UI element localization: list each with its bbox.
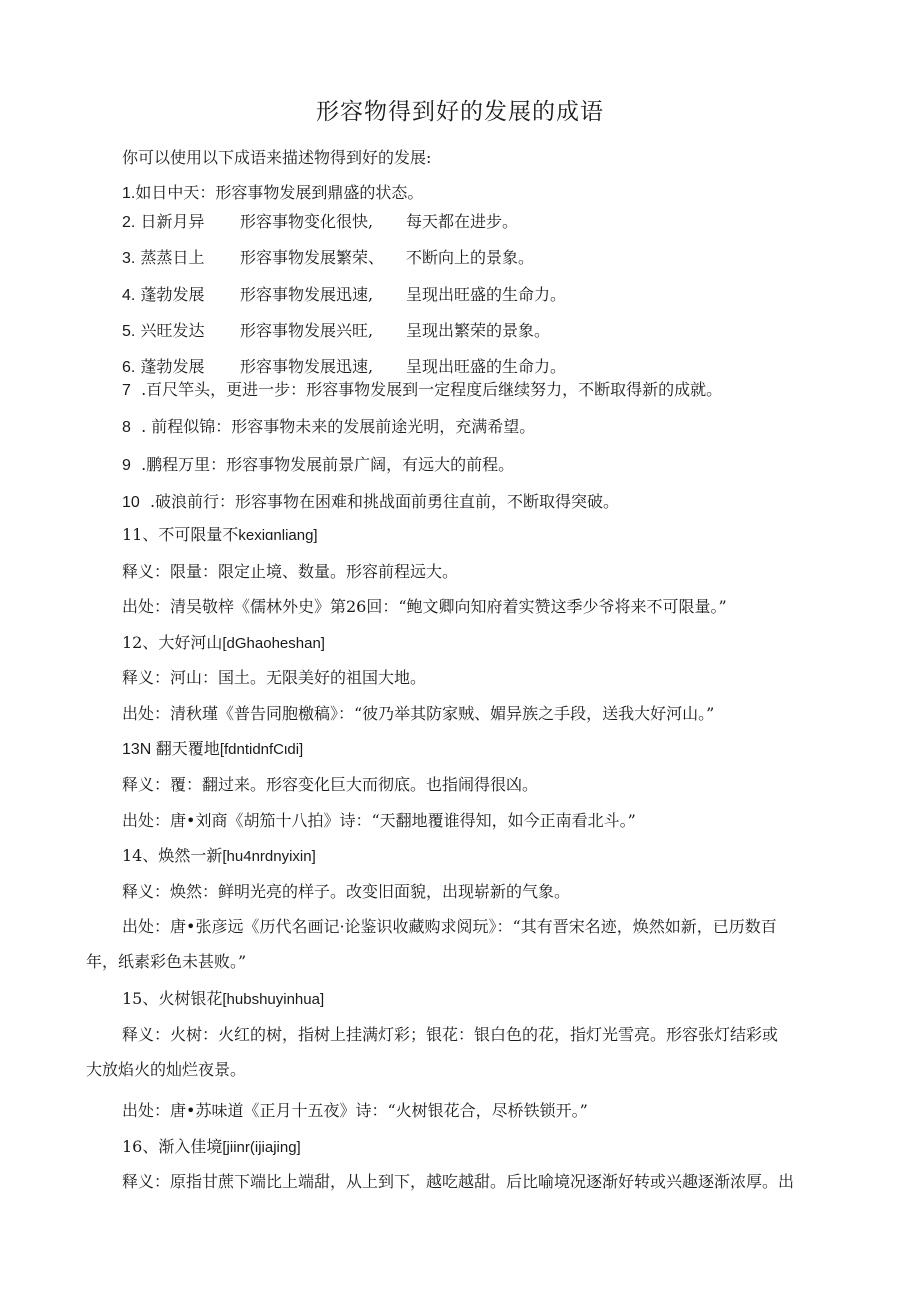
table-row xyxy=(122,321,550,342)
entry-heading xyxy=(122,989,324,1010)
table-row xyxy=(122,357,566,378)
entry-source-continued: 年，纸素彩色未甚败。” xyxy=(86,952,247,971)
row-number: 4. xyxy=(122,287,136,304)
entry-source: 出处：唐•苏味道《正月十五夜》诗：“火树银花合，尽桥铁锁开。” xyxy=(122,1101,588,1120)
table-row xyxy=(122,212,518,233)
row-extra: 呈现出旺盛的生命力。 xyxy=(406,285,567,304)
entry-definition-continued: 大放焰火的灿烂夜景。 xyxy=(86,1060,247,1079)
row-idiom: 日新月异 xyxy=(140,212,205,231)
list-item-1: 1.如日中天：形容事物发展到鼎盛的状态。 xyxy=(122,185,424,202)
entry-heading xyxy=(122,739,303,760)
entry-pinyin: [hu4nrdnyixin] xyxy=(222,848,316,865)
entry-definition: 释义：限量：限定止境、数量。形容前程远大。 xyxy=(122,562,459,581)
row-number: 5. xyxy=(122,323,136,340)
list-item-9 xyxy=(122,455,514,476)
row-number: 2. xyxy=(122,214,136,231)
table-row xyxy=(122,248,534,269)
row-extra: 呈现出旺盛的生命力。 xyxy=(406,357,567,376)
entry-definition: 释义：原指甘蔗下端比上端甜，从上到下，越吃越甜。后比喻境况逐渐好转或兴趣逐渐浓厚。出 xyxy=(122,1172,795,1191)
entry-heading xyxy=(122,1137,301,1158)
entry-definition: 释义：覆：翻过来。形容变化巨大而彻底。也指闹得很凶。 xyxy=(122,775,539,794)
row-idiom: 蒸蒸日上 xyxy=(140,248,205,267)
entry-definition: 释义：焕然：鲜明光亮的样子。改变旧面貌，出现崭新的气象。 xyxy=(122,882,571,901)
entry-source: 出处：唐•刘商《胡笳十八拍》诗：“天翻地覆谁得知，如今正南看北斗。” xyxy=(122,811,636,830)
entry-pinyin: [dGhaoheshan] xyxy=(222,635,325,652)
row-number: 6. xyxy=(122,359,136,376)
entry-title: 15、火树银花 xyxy=(122,989,223,1008)
row-idiom: 兴旺发达 xyxy=(140,321,205,340)
entry-definition: 释义：河山：国土。无限美好的祖国大地。 xyxy=(122,668,427,687)
entry-definition: 释义：火树：火红的树，指树上挂满灯彩；银花：银白色的花，指灯光雪亮。形容张灯结彩或 xyxy=(122,1025,779,1044)
row-number: 3. xyxy=(122,250,136,267)
entry-pinyin: kexiɑnliang] xyxy=(238,527,318,544)
entry-heading xyxy=(122,846,316,867)
entry-title: 13N 翻天覆地 xyxy=(122,741,220,758)
entry-source: 出处：清秋瑾《普告同胞檄稿》：“彼乃举其防家贼、媚异族之手段，送我大好河山。” xyxy=(122,704,715,723)
item-number: 8 xyxy=(122,419,131,436)
entry-pinyin: [hubshuyinhua] xyxy=(222,991,325,1008)
item-text: .百尺竿头，更进一步：形容事物发展到一定程度后继续努力，不断取得新的成就。 xyxy=(141,380,723,399)
row-extra: 每天都在进步。 xyxy=(406,212,519,231)
row-extra: 呈现出繁荣的景象。 xyxy=(406,321,551,340)
entry-title: 12、大好河山 xyxy=(122,633,223,652)
item-number: 9 xyxy=(122,457,131,474)
entry-title: 16、渐入佳境 xyxy=(122,1137,223,1156)
row-desc: 形容事物发展迅速, xyxy=(240,285,374,304)
item-text: .鹏程万里：形容事物发展前景广阔，有远大的前程。 xyxy=(141,455,515,474)
intro-paragraph: 你可以使用以下成语来描述物得到好的发展: xyxy=(122,148,432,167)
table-row xyxy=(122,285,566,306)
page-title: 形容物得到好的发展的成语 xyxy=(316,99,604,125)
entry-pinyin: [jiinr(ijiajing] xyxy=(222,1139,301,1156)
row-desc: 形容事物变化很快, xyxy=(240,212,374,231)
row-desc: 形容事物发展繁荣、 xyxy=(240,248,385,267)
entry-title: 14、焕然一新 xyxy=(122,846,223,865)
item-number: 7 xyxy=(122,382,131,399)
item-text: .破浪前行：形容事物在困难和挑战面前勇往直前，不断取得突破。 xyxy=(149,492,620,511)
entry-heading xyxy=(122,633,325,654)
item-number: 10 xyxy=(122,494,140,511)
entry-heading xyxy=(122,525,318,546)
list-item-7 xyxy=(122,380,722,401)
row-idiom: 蓬勃发展 xyxy=(140,357,205,376)
item-text: . 前程似锦：形容事物未来的发展前途光明，充满希望。 xyxy=(141,417,536,436)
list-item-8 xyxy=(122,417,535,438)
row-desc: 形容事物发展迅速, xyxy=(240,357,374,376)
entry-pinyin: [fdntidnfCιdi] xyxy=(219,741,304,758)
entry-source: 出处：清吴敬梓《儒林外史》第26回：“鲍文卿向知府着实赞这季少爷将来不可限量。” xyxy=(122,597,727,616)
row-extra: 不断向上的景象。 xyxy=(406,248,535,267)
entry-title: 11、不可限量不 xyxy=(122,525,239,544)
list-item-10 xyxy=(122,492,619,513)
entry-source: 出处：唐•张彦远《历代名画记·论鉴识收藏购求阅玩》：“其有晋宋名迹，焕然如新，已历数百 xyxy=(122,917,777,936)
row-desc: 形容事物发展兴旺, xyxy=(240,321,374,340)
row-idiom: 蓬勃发展 xyxy=(140,285,205,304)
